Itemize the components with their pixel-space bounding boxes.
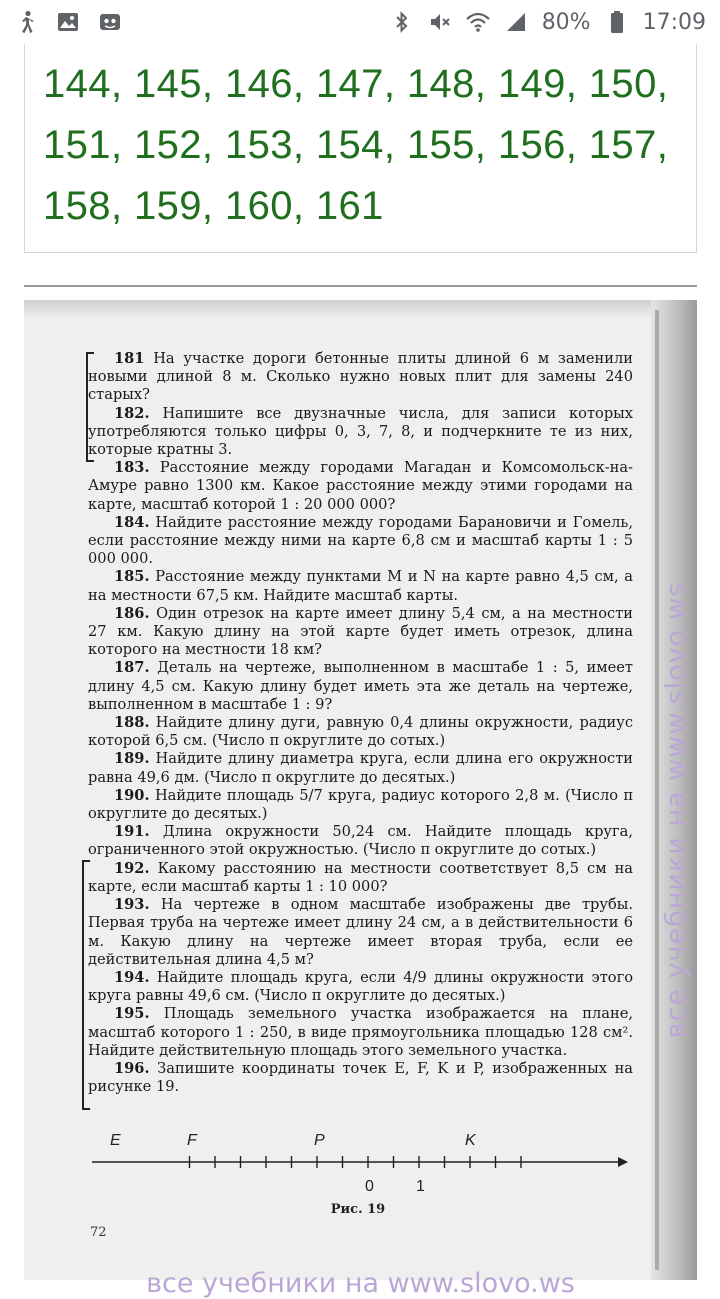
problem-text: Напишите все двузначные числа, для записи которых употребляются только цифры 0, 3, 7, 8, и подчеркните те из них, которые кратны 3. [88,404,634,459]
battery-icon [605,10,629,34]
answer-card [24,44,697,253]
problem-item [88,969,633,1005]
point-label-f: F [187,1132,197,1149]
problem-number: 181 [114,350,145,367]
problem-text: Деталь на чертеже, выполненном в масштабе 1 : 5, имеет длину 4,5 см. Какую длину будет иметь эта же деталь на чертеже, выполненном в масштабе 1 : 9? [88,659,633,713]
scan-shadow-top [24,300,697,318]
problem-number: 184. [114,513,150,531]
problem-item [88,568,633,604]
problem-number: 190. [114,786,150,804]
problem-item [88,1005,633,1060]
problem-number: 187. [114,659,150,677]
tick-label-zero: 0 [365,1178,374,1195]
problem-text: На чертеже в одном масштабе изображены две трубы. Первая труба на чертеже имеет длину 24 см, а в действительности 6 м. Какую длину на чертеже имеет вторая труба, если ее действительная длина 4,5 м? [88,896,633,968]
textbook-page-image[interactable] [24,300,697,1299]
page-number: 72 [90,1225,107,1240]
problem-item [88,714,633,750]
walking-person-icon [14,10,38,34]
problem-item [88,405,633,460]
problem-item [88,605,633,660]
problem-number: 188. [114,714,150,732]
problem-number: 196. [114,1059,150,1077]
point-label-p: P [314,1132,325,1149]
problem-number: 182. [114,404,150,422]
problem-item [88,659,633,714]
bluetooth-icon [390,10,414,34]
number-line [88,1132,628,1202]
battery-percent: 80% [541,9,591,35]
divider [24,285,697,287]
watermark-bottom: все учебники на www.slovo.ws [146,1268,575,1299]
problem-text: Найдите площадь 5/7 круга, радиус которого 2,8 м. (Число π округлите до десятых.) [88,786,633,823]
watermark-vertical: все учебники на www.slovo.ws [660,581,692,1039]
problem-number: 186. [114,604,150,622]
app-notification-icon [98,10,122,34]
problem-item [88,860,633,896]
problem-text: Найдите длину диаметра круга, если длина его окружности равна 49,6 дм. (Число π округлите до десятых.) [88,750,633,786]
problem-number: 195. [114,1005,150,1023]
problem-number: 185. [114,568,150,586]
problem-number: 191. [114,823,150,841]
clock: 17:09 [642,9,706,35]
problem-text: Найдите расстояние между городами Барановичи и Гомель, если расстояние между ними на карте 6,8 см и масштаб карты 1 : 5 000 000. [88,513,634,568]
problem-number: 183. [114,459,150,477]
problem-number: 189. [114,750,150,768]
problem-number: 192. [114,859,150,877]
problem-number: 193. [114,896,150,914]
point-label-e: E [110,1132,121,1149]
status-bar [0,0,720,44]
problem-text: Расстояние между городами Магадан и Комсомольск-на-Амуре равно 1300 км. Какое расстояние между этими городами на карте, масштаб которой 1 : 20 000 000? [88,459,633,513]
problem-item [88,896,633,969]
problem-text: На участке дороги бетонные плиты длиной 6 м заменили новыми длиной 8 м. Сколько нужно новых плит для замены 240 старых? [88,350,633,404]
point-label-k: K [465,1132,476,1149]
figure-caption: Рис. 19 [330,1202,386,1217]
gallery-icon [56,10,80,34]
problem-text: Длина окружности 50,24 см. Найдите площадь круга, ограниченного этой окружностью. (Число π округлите до сотых.) [88,823,634,859]
problem-text: Запишите координаты точек E, F, K и P, изображенных на рисунке 19. [88,1059,633,1096]
problem-item [88,1060,633,1096]
mute-icon [428,10,452,34]
problem-item [88,514,633,569]
number-line-figure [88,1132,628,1242]
problem-item [88,350,633,405]
problem-text: Какому расстоянию на местности соответствует 8,5 см на карте, если масштаб карты 1 : 10 000? [88,859,634,895]
answer-text: 144, 145, 146, 147, 148, 149, 150, 151, 152, 153, 154, 155, 156, 157, 158, 159, 160, 161 [43,62,669,228]
problem-item [88,823,633,859]
signal-icon [504,10,528,34]
wifi-icon [466,10,490,34]
problem-text: Найдите длину дуги, равную 0,4 длины окружности, радиус которой 6,5 см. (Число π округлите до сотых.) [88,714,633,750]
tick-label-one: 1 [416,1178,425,1195]
problem-text: Один отрезок на карте имеет длину 5,4 см, а на местности 27 км. Какую длину на этой карте будет иметь отрезок, длина которого на местности 18 км? [88,604,634,659]
problem-item [88,459,633,514]
problem-item [88,787,633,823]
problem-item [88,750,633,786]
problem-text: Расстояние между пунктами M и N на карте равно 4,5 см, а на местности 67,5 км. Найдите масштаб карты. [88,568,633,604]
problem-number: 194. [114,968,150,986]
problem-text: Площадь земельного участка изображается на плане, масштаб которого 1 : 250, в виде прямоугольника площадью 128 см². Найдите действительную площадь этого земельного участка. [88,1005,634,1059]
problem-text: Найдите площадь круга, если 4/9 длины окружности этого круга равны 49,6 см. (Число π округлите до десятых.) [88,968,634,1005]
problems-list [88,350,633,1096]
